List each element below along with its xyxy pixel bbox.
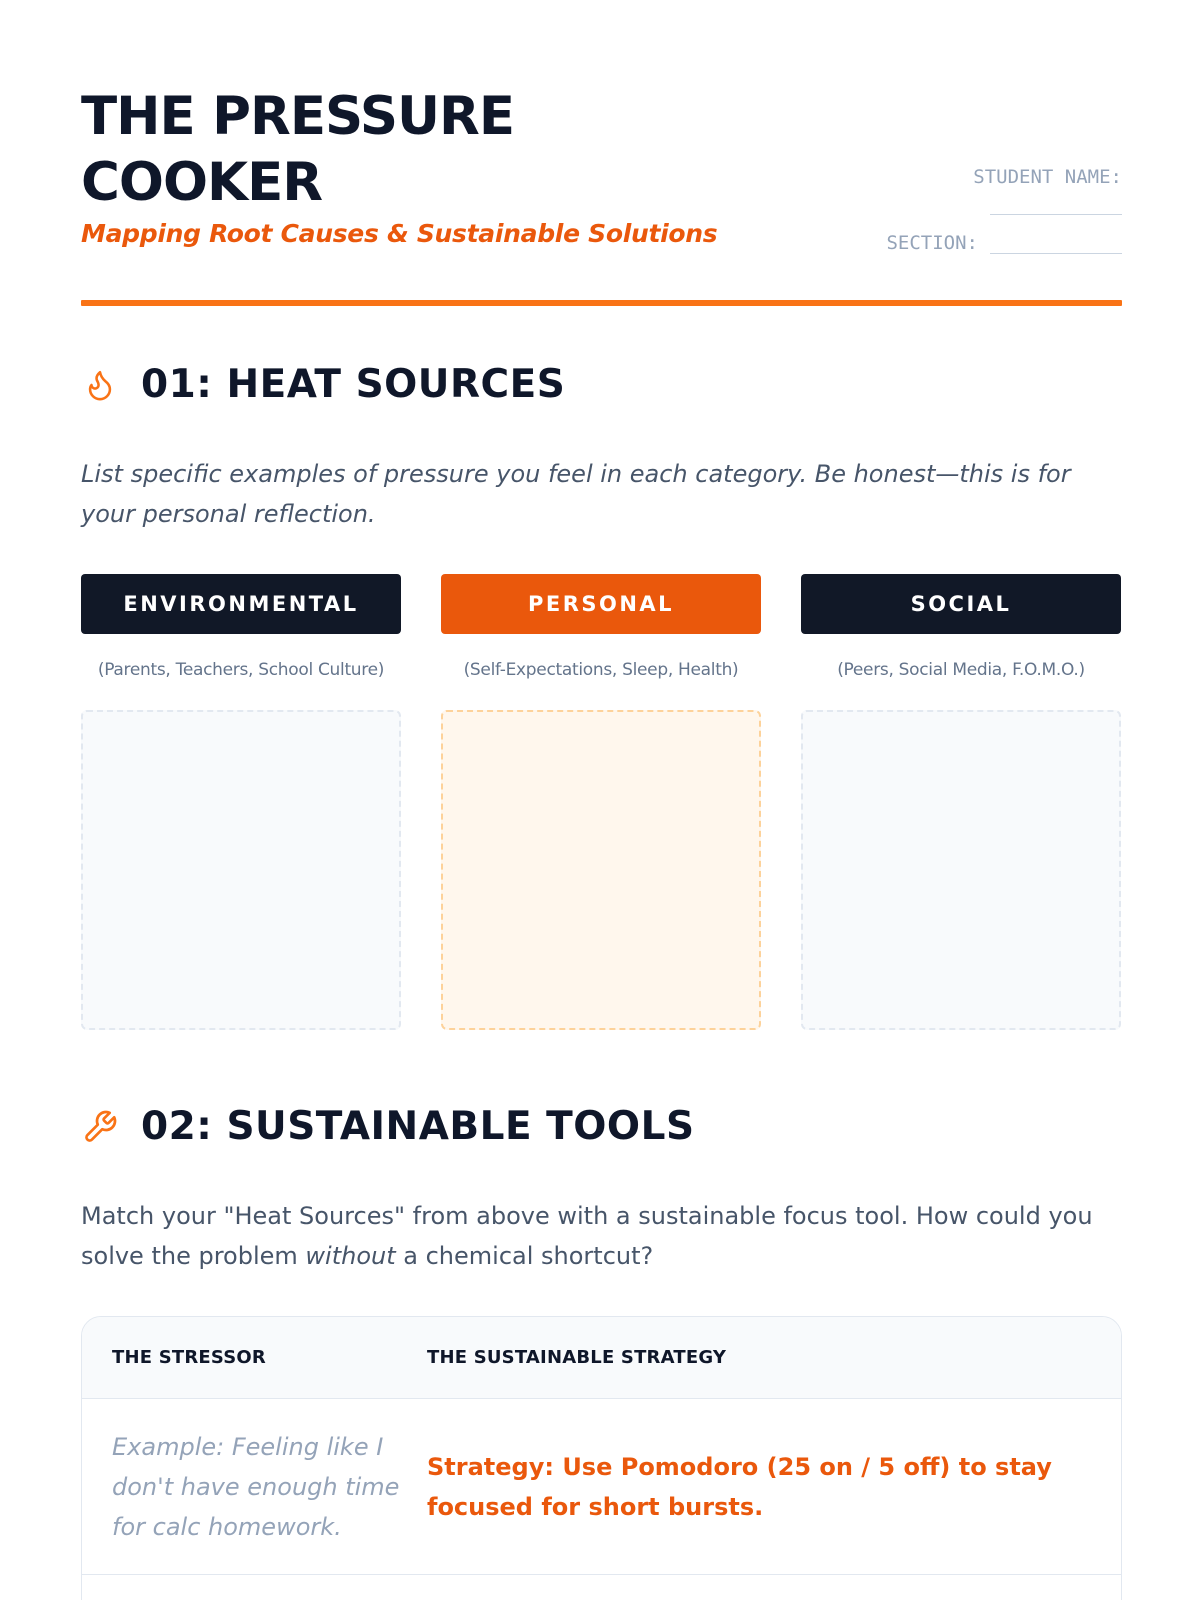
table-header bbox=[82, 1317, 1121, 1399]
section-field[interactable] bbox=[990, 232, 1122, 254]
stressor-cell: Example: Feeling like I don't have enough time for calc homework. bbox=[112, 1432, 400, 1541]
worksheet-page bbox=[81, 0, 1122, 1600]
column-hint: (Self-Expectations, Sleep, Health) bbox=[463, 660, 739, 680]
title-line-2: COOKER bbox=[81, 152, 323, 213]
section-label: SECTION: bbox=[886, 232, 978, 254]
social-answer-box[interactable] bbox=[801, 710, 1121, 1030]
intro-text: Match your "Heat Sources" from above with a sustainable focus tool. How could you solve the problem bbox=[81, 1202, 1093, 1270]
heat-source-columns bbox=[81, 574, 1122, 1030]
student-name-label: STUDENT NAME: bbox=[973, 166, 1122, 188]
section-sustainable-tools-heading bbox=[81, 1104, 695, 1149]
student-name-field[interactable] bbox=[990, 214, 1122, 215]
column-hint: (Peers, Social Media, F.O.M.O.) bbox=[837, 660, 1085, 680]
personal-answer-box[interactable] bbox=[441, 710, 761, 1030]
column-label: ENVIRONMENTAL bbox=[81, 574, 401, 634]
page-subtitle: Mapping Root Causes & Sustainable Solutions bbox=[81, 219, 718, 248]
column-personal bbox=[441, 574, 761, 1030]
column-header-strategy: THE SUSTAINABLE STRATEGY bbox=[427, 1347, 727, 1368]
section-field-group bbox=[886, 232, 1122, 254]
strategy-table bbox=[81, 1316, 1122, 1600]
column-hint: (Parents, Teachers, School Culture) bbox=[97, 660, 385, 680]
section-1-title: 01: HEAT SOURCES bbox=[141, 362, 566, 407]
section-heat-sources-heading bbox=[81, 362, 565, 407]
header-divider bbox=[81, 300, 1122, 306]
column-label: PERSONAL bbox=[441, 574, 761, 634]
intro-emphasis: without bbox=[305, 1242, 396, 1270]
flame-icon bbox=[81, 366, 119, 404]
intro-text-end: a chemical shortcut? bbox=[395, 1242, 654, 1270]
page-title bbox=[81, 84, 701, 216]
section-1-intro: List specific examples of pressure you feel in each category. Be honest—this is for your personal reflection. bbox=[81, 460, 1071, 528]
column-environmental bbox=[81, 574, 401, 1030]
column-social bbox=[801, 574, 1121, 1030]
title-line-1: THE PRESSURE bbox=[81, 86, 515, 147]
wrench-icon bbox=[81, 1108, 119, 1146]
strategy-cell: Strategy: Use Pomodoro (25 on / 5 off) to stay focused for short bursts. bbox=[427, 1452, 1052, 1521]
column-header-stressor: THE STRESSOR bbox=[112, 1347, 266, 1368]
environmental-answer-box[interactable] bbox=[81, 710, 401, 1030]
section-2-intro bbox=[81, 1196, 1122, 1276]
section-2-title: 02: SUSTAINABLE TOOLS bbox=[141, 1104, 695, 1149]
table-row bbox=[82, 1399, 1121, 1575]
column-label: SOCIAL bbox=[801, 574, 1121, 634]
